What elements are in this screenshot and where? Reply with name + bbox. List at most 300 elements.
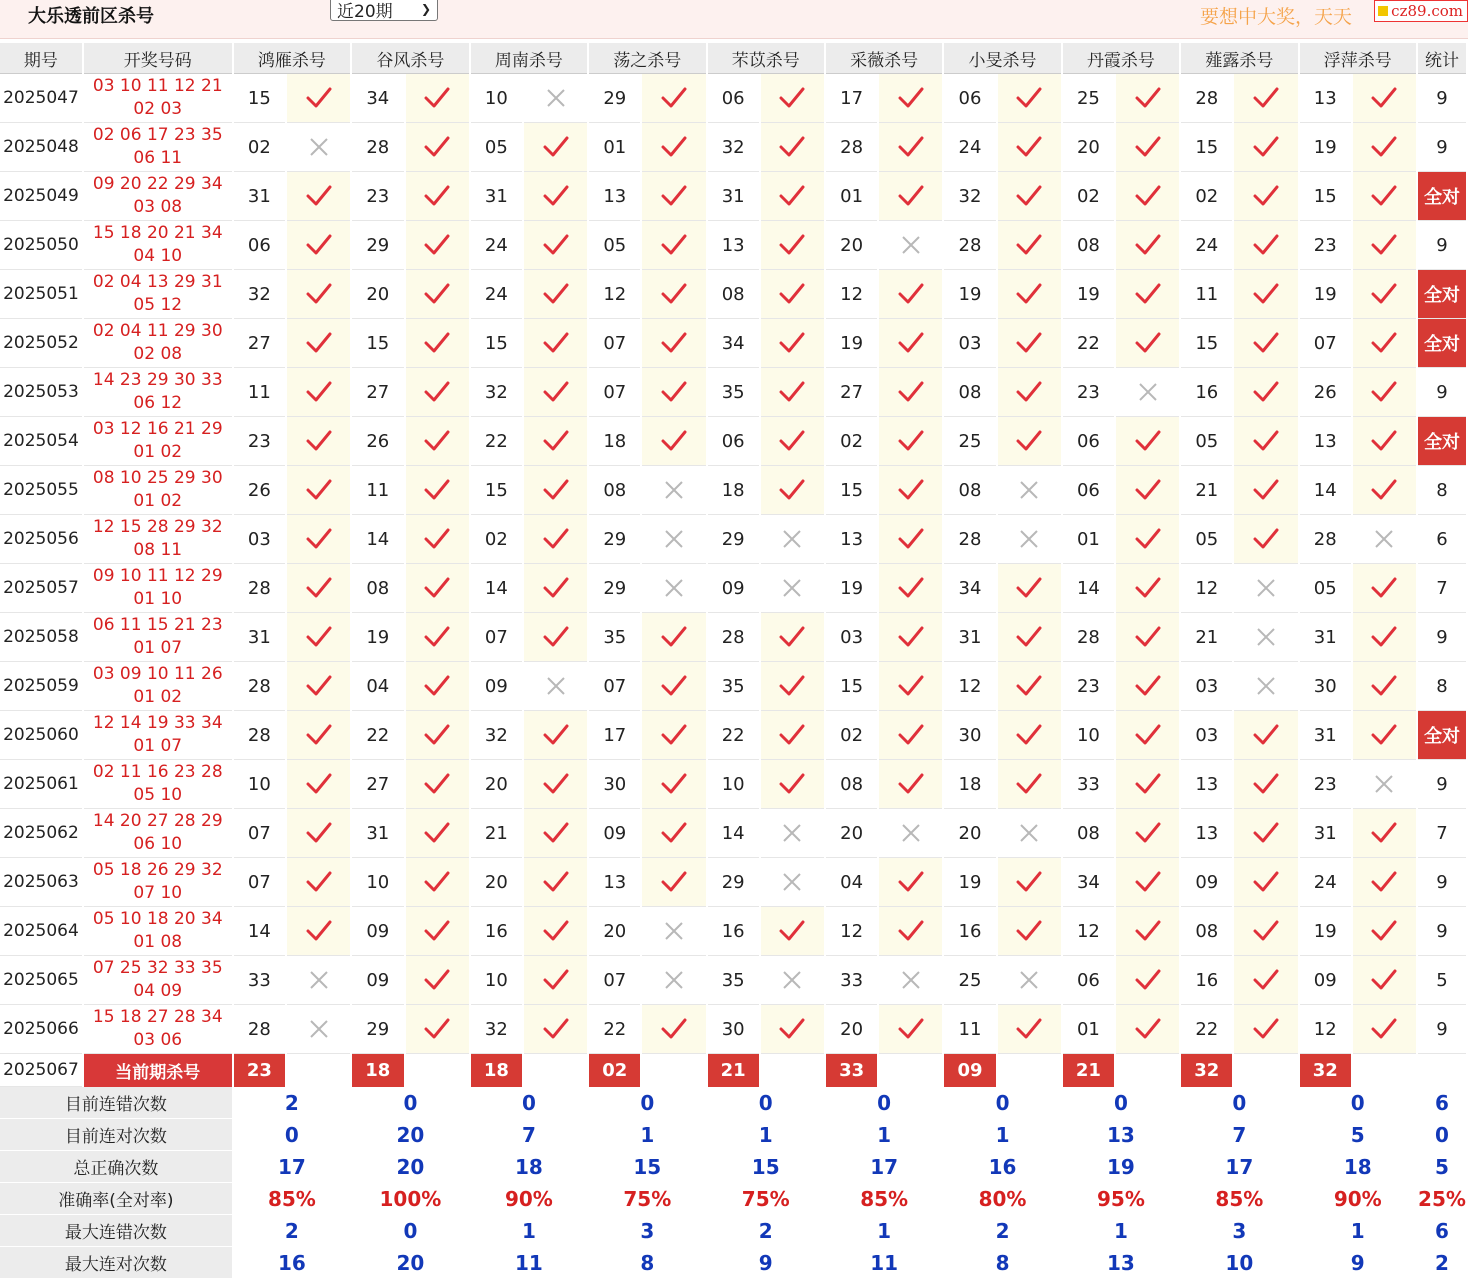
- kill-number: 08: [1181, 907, 1232, 956]
- cross-icon: [642, 564, 705, 613]
- check-icon: [761, 662, 824, 711]
- kill-number: 32: [234, 270, 285, 319]
- check-icon: [1116, 74, 1179, 123]
- kill-number: 07: [234, 809, 285, 858]
- empty-cell: [761, 1054, 824, 1087]
- stat-row: [0, 1183, 1466, 1215]
- stat-label: 目前连错次数: [0, 1087, 232, 1119]
- table-row: [0, 319, 1466, 368]
- kill-number: 28: [234, 564, 285, 613]
- kill-number: 21: [1181, 613, 1232, 662]
- check-icon: [524, 221, 587, 270]
- stat-value: 17: [234, 1151, 350, 1183]
- front-numbers: 02 04 11 29 30: [92, 321, 223, 341]
- kill-number: 34: [1063, 858, 1114, 907]
- table-row: [0, 1005, 1466, 1054]
- column-header: 期号: [0, 43, 82, 74]
- check-icon: [524, 368, 587, 417]
- check-icon: [879, 515, 942, 564]
- draw-numbers-cell: [84, 270, 232, 319]
- row-stat: 9: [1418, 760, 1466, 809]
- current-kill-number: 18: [471, 1054, 522, 1087]
- kill-number: 27: [826, 368, 877, 417]
- check-icon: [1116, 172, 1179, 221]
- check-icon: [998, 417, 1061, 466]
- check-icon: [1353, 417, 1416, 466]
- kill-number: 21: [1181, 466, 1232, 515]
- check-icon: [1353, 907, 1416, 956]
- draw-numbers-cell: [84, 711, 232, 760]
- check-icon: [1353, 172, 1416, 221]
- table-row: [0, 760, 1466, 809]
- kill-number: 29: [589, 564, 640, 613]
- stat-value: 17: [1181, 1151, 1297, 1183]
- kill-number: 01: [1063, 515, 1114, 564]
- kill-number: 11: [352, 466, 403, 515]
- kill-number: 31: [1300, 809, 1351, 858]
- table-row: [0, 368, 1466, 417]
- check-icon: [1116, 858, 1179, 907]
- check-icon: [524, 466, 587, 515]
- table-row: [0, 172, 1466, 221]
- kill-number: 05: [471, 123, 522, 172]
- check-icon: [642, 74, 705, 123]
- kill-number: 29: [708, 858, 759, 907]
- kill-number: 06: [1063, 417, 1114, 466]
- column-header: 鸿雁杀号: [234, 43, 350, 74]
- site-badge-text: cz89.com: [1391, 2, 1463, 20]
- kill-number: 22: [589, 1005, 640, 1054]
- stat-value: 17: [826, 1151, 942, 1183]
- check-icon: [761, 711, 824, 760]
- cross-icon: [761, 858, 824, 907]
- row-stat: 7: [1418, 809, 1466, 858]
- kill-number: 06: [1063, 466, 1114, 515]
- stat-value: 3: [1181, 1215, 1297, 1247]
- check-icon: [879, 760, 942, 809]
- kill-number: 06: [708, 74, 759, 123]
- cross-icon: [1234, 564, 1297, 613]
- kill-number: 30: [944, 711, 995, 760]
- kill-number: 29: [589, 515, 640, 564]
- cross-icon: [642, 956, 705, 1005]
- kill-number: 11: [1181, 270, 1232, 319]
- check-icon: [879, 417, 942, 466]
- kill-number: 20: [352, 270, 403, 319]
- period-cell: 2025066: [0, 1005, 82, 1054]
- period-cell: 2025060: [0, 711, 82, 760]
- check-icon: [642, 1005, 705, 1054]
- check-icon: [524, 1005, 587, 1054]
- period-cell: 2025065: [0, 956, 82, 1005]
- cross-icon: [1353, 515, 1416, 564]
- check-icon: [879, 711, 942, 760]
- kill-number: 20: [944, 809, 995, 858]
- check-icon: [406, 123, 469, 172]
- back-numbers: 02 03: [133, 99, 183, 119]
- stat-value: 15: [708, 1151, 824, 1183]
- slogan-text: 要想中大奖，天天: [1200, 6, 1353, 28]
- site-badge[interactable]: [1374, 0, 1468, 22]
- check-icon: [1234, 368, 1297, 417]
- kill-number: 07: [589, 319, 640, 368]
- kill-number: 07: [589, 368, 640, 417]
- kill-number: 22: [352, 711, 403, 760]
- stat-value: 0: [352, 1215, 469, 1247]
- stat-value: 90%: [1300, 1183, 1416, 1215]
- current-period-row: [0, 1054, 1466, 1087]
- kill-number: 22: [1063, 319, 1114, 368]
- row-stat: 9: [1418, 74, 1466, 123]
- stat-label: 准确率(全对率): [0, 1183, 232, 1215]
- kill-number: 02: [1181, 172, 1232, 221]
- check-icon: [1116, 564, 1179, 613]
- kill-number: 15: [471, 466, 522, 515]
- front-numbers: 05 18 26 29 32: [92, 860, 223, 880]
- kill-number: 31: [1300, 613, 1351, 662]
- stat-value: 9: [1300, 1247, 1416, 1279]
- front-numbers: 02 04 13 29 31: [92, 272, 223, 292]
- check-icon: [287, 564, 350, 613]
- check-icon: [406, 760, 469, 809]
- check-icon: [1234, 760, 1297, 809]
- kill-number: 23: [234, 417, 285, 466]
- stat-value: 20: [352, 1151, 469, 1183]
- back-numbers: 06 11: [133, 148, 183, 168]
- check-icon: [642, 662, 705, 711]
- draw-numbers-cell: [84, 319, 232, 368]
- current-kill-number: 02: [589, 1054, 640, 1087]
- check-icon: [1116, 417, 1179, 466]
- kill-number: 11: [234, 368, 285, 417]
- stat-value: 85%: [234, 1183, 350, 1215]
- range-select[interactable]: [330, 0, 438, 21]
- site-logo-icon: [1378, 6, 1388, 16]
- check-icon: [287, 270, 350, 319]
- stat-value: 0: [1181, 1087, 1297, 1119]
- stat-value: 13: [1063, 1119, 1179, 1151]
- check-icon: [524, 809, 587, 858]
- row-stat: 8: [1418, 466, 1466, 515]
- kill-number: 12: [826, 907, 877, 956]
- check-icon: [406, 417, 469, 466]
- check-icon: [998, 613, 1061, 662]
- check-icon: [406, 319, 469, 368]
- kill-number: 08: [708, 270, 759, 319]
- kill-number: 07: [471, 613, 522, 662]
- kill-number: 30: [1300, 662, 1351, 711]
- cross-icon: [1353, 760, 1416, 809]
- period-cell: 2025064: [0, 907, 82, 956]
- check-icon: [406, 221, 469, 270]
- check-icon: [1234, 172, 1297, 221]
- kill-number: 28: [708, 613, 759, 662]
- check-icon: [761, 368, 824, 417]
- check-icon: [998, 319, 1061, 368]
- period-cell: 2025061: [0, 760, 82, 809]
- kill-number: 05: [1181, 417, 1232, 466]
- table-row: [0, 270, 1466, 319]
- kill-number: 25: [944, 956, 995, 1005]
- kill-number: 12: [826, 270, 877, 319]
- period-cell: 2025057: [0, 564, 82, 613]
- cross-icon: [998, 466, 1061, 515]
- check-icon: [642, 613, 705, 662]
- check-icon: [524, 515, 587, 564]
- check-icon: [998, 760, 1061, 809]
- period-cell: 2025051: [0, 270, 82, 319]
- stat-value: 2: [944, 1215, 1060, 1247]
- column-header: 丹霞杀号: [1063, 43, 1179, 74]
- table-row: [0, 74, 1466, 123]
- check-icon: [287, 613, 350, 662]
- check-icon: [1353, 956, 1416, 1005]
- check-icon: [1353, 711, 1416, 760]
- check-icon: [1116, 319, 1179, 368]
- kill-number: 28: [944, 515, 995, 564]
- kill-number: 25: [944, 417, 995, 466]
- draw-numbers-cell: [84, 221, 232, 270]
- check-icon: [998, 74, 1061, 123]
- column-header: 采薇杀号: [826, 43, 942, 74]
- stat-value: 0: [589, 1087, 705, 1119]
- check-icon: [524, 564, 587, 613]
- kill-number: 03: [1181, 711, 1232, 760]
- check-icon: [287, 417, 350, 466]
- check-icon: [524, 319, 587, 368]
- stat-row: [0, 1215, 1466, 1247]
- kill-number: 29: [352, 1005, 403, 1054]
- check-icon: [524, 858, 587, 907]
- kill-number: 19: [944, 858, 995, 907]
- check-icon: [1116, 123, 1179, 172]
- kill-number: 33: [234, 956, 285, 1005]
- kill-number: 31: [352, 809, 403, 858]
- period-cell: 2025058: [0, 613, 82, 662]
- stat-total: 5: [1418, 1151, 1466, 1183]
- table-row: [0, 221, 1466, 270]
- table-row: [0, 858, 1466, 907]
- front-numbers: 02 11 16 23 28: [92, 762, 223, 782]
- kill-number: 03: [234, 515, 285, 564]
- check-icon: [998, 711, 1061, 760]
- period-cell: 2025063: [0, 858, 82, 907]
- kill-number: 05: [1181, 515, 1232, 564]
- draw-numbers-cell: [84, 613, 232, 662]
- check-icon: [761, 221, 824, 270]
- draw-numbers-cell: [84, 466, 232, 515]
- empty-cell: [879, 1054, 942, 1087]
- check-icon: [1353, 613, 1416, 662]
- empty-cell: [1418, 1054, 1466, 1087]
- kill-number: 06: [944, 74, 995, 123]
- cross-icon: [879, 956, 942, 1005]
- kill-number: 10: [1063, 711, 1114, 760]
- kill-number: 20: [1063, 123, 1114, 172]
- front-numbers: 06 11 15 21 23: [92, 615, 223, 635]
- front-numbers: 03 12 16 21 29: [92, 419, 223, 439]
- check-icon: [1234, 319, 1297, 368]
- check-icon: [1116, 956, 1179, 1005]
- check-icon: [406, 515, 469, 564]
- kill-number: 13: [1181, 809, 1232, 858]
- kill-number: 18: [944, 760, 995, 809]
- empty-cell: [998, 1054, 1061, 1087]
- kill-number: 06: [1063, 956, 1114, 1005]
- front-numbers: 05 10 18 20 34: [92, 909, 223, 929]
- check-icon: [1116, 270, 1179, 319]
- check-icon: [998, 368, 1061, 417]
- check-icon: [406, 1005, 469, 1054]
- empty-cell: [1353, 1054, 1416, 1087]
- back-numbers: 06 10: [133, 834, 183, 854]
- stat-value: 0: [826, 1087, 942, 1119]
- check-icon: [1116, 662, 1179, 711]
- check-icon: [406, 564, 469, 613]
- column-header: 统计: [1418, 43, 1466, 74]
- stat-value: 0: [1300, 1087, 1416, 1119]
- check-icon: [1234, 711, 1297, 760]
- table-row: [0, 956, 1466, 1005]
- kill-number: 33: [1063, 760, 1114, 809]
- kill-number: 14: [708, 809, 759, 858]
- table-row: [0, 711, 1466, 760]
- stat-value: 0: [944, 1087, 1060, 1119]
- empty-cell: [524, 1054, 587, 1087]
- check-icon: [879, 858, 942, 907]
- check-icon: [998, 662, 1061, 711]
- check-icon: [1353, 466, 1416, 515]
- kill-number: 15: [1300, 172, 1351, 221]
- kill-number: 31: [234, 172, 285, 221]
- kill-number: 10: [352, 858, 403, 907]
- kill-number: 08: [589, 466, 640, 515]
- kill-number: 19: [1300, 123, 1351, 172]
- stat-value: 100%: [352, 1183, 469, 1215]
- kill-number: 14: [352, 515, 403, 564]
- current-kill-number: 21: [1063, 1054, 1114, 1087]
- kill-number: 35: [708, 368, 759, 417]
- kill-number: 20: [826, 809, 877, 858]
- kill-number: 06: [708, 417, 759, 466]
- stat-value: 2: [708, 1215, 824, 1247]
- front-numbers: 15 18 27 28 34: [92, 1007, 223, 1027]
- kill-number: 28: [1063, 613, 1114, 662]
- cross-icon: [642, 907, 705, 956]
- kill-number: 26: [352, 417, 403, 466]
- kill-number: 16: [944, 907, 995, 956]
- kill-number: 27: [352, 368, 403, 417]
- check-icon: [879, 907, 942, 956]
- period-cell: 2025052: [0, 319, 82, 368]
- stat-value: 5: [1300, 1119, 1416, 1151]
- kill-number: 24: [471, 221, 522, 270]
- check-icon: [1234, 809, 1297, 858]
- row-stat: 9: [1418, 368, 1466, 417]
- back-numbers: 04 10: [133, 246, 183, 266]
- check-icon: [998, 172, 1061, 221]
- kill-number: 19: [1063, 270, 1114, 319]
- front-numbers: 15 18 20 21 34: [92, 223, 223, 243]
- check-icon: [642, 417, 705, 466]
- check-icon: [1234, 417, 1297, 466]
- kill-number: 28: [1181, 74, 1232, 123]
- kill-number: 22: [1181, 1005, 1232, 1054]
- stat-value: 20: [352, 1119, 469, 1151]
- stat-value: 1: [1063, 1215, 1179, 1247]
- kill-number: 05: [589, 221, 640, 270]
- kill-number: 28: [826, 123, 877, 172]
- check-icon: [879, 613, 942, 662]
- table-row: [0, 564, 1466, 613]
- table-row: [0, 809, 1466, 858]
- kill-number: 15: [471, 319, 522, 368]
- back-numbers: 07 10: [133, 883, 183, 903]
- kill-number: 23: [1063, 368, 1114, 417]
- kill-number: 26: [1300, 368, 1351, 417]
- kill-number: 16: [471, 907, 522, 956]
- check-icon: [879, 123, 942, 172]
- stat-value: 10: [1181, 1247, 1297, 1279]
- back-numbers: 01 07: [133, 736, 183, 756]
- kill-number: 09: [471, 662, 522, 711]
- check-icon: [524, 760, 587, 809]
- check-icon: [406, 858, 469, 907]
- kill-number: 32: [471, 711, 522, 760]
- kill-number: 35: [589, 613, 640, 662]
- check-icon: [524, 711, 587, 760]
- check-icon: [406, 172, 469, 221]
- kill-number: 14: [1063, 564, 1114, 613]
- cross-icon: [642, 466, 705, 515]
- kill-number: 13: [826, 515, 877, 564]
- current-kill-label: 当前期杀号: [84, 1054, 232, 1087]
- row-stat: 7: [1418, 564, 1466, 613]
- kill-number: 27: [352, 760, 403, 809]
- kill-number: 13: [1300, 74, 1351, 123]
- stat-value: 0: [1063, 1087, 1179, 1119]
- kill-number: 10: [471, 956, 522, 1005]
- back-numbers: 01 02: [133, 491, 183, 511]
- kill-number: 23: [352, 172, 403, 221]
- kill-number: 07: [1300, 319, 1351, 368]
- cross-icon: [761, 564, 824, 613]
- cross-icon: [879, 221, 942, 270]
- check-icon: [1234, 123, 1297, 172]
- empty-cell: [642, 1054, 705, 1087]
- column-header: 芣苡杀号: [708, 43, 824, 74]
- kill-number: 07: [234, 858, 285, 907]
- empty-cell: [287, 1054, 350, 1087]
- stat-value: 80%: [944, 1183, 1060, 1215]
- kill-number: 22: [471, 417, 522, 466]
- kill-number: 14: [471, 564, 522, 613]
- kill-number: 02: [826, 417, 877, 466]
- column-header: 谷风杀号: [352, 43, 469, 74]
- kill-number: 32: [944, 172, 995, 221]
- column-header: 浮萍杀号: [1300, 43, 1416, 74]
- check-icon: [1116, 466, 1179, 515]
- kill-number: 10: [234, 760, 285, 809]
- period-cell: 2025049: [0, 172, 82, 221]
- current-kill-number: 32: [1181, 1054, 1232, 1087]
- kill-number: 25: [1063, 74, 1114, 123]
- draw-numbers-cell: [84, 123, 232, 172]
- row-stat: 9: [1418, 907, 1466, 956]
- kill-number: 02: [1063, 172, 1114, 221]
- check-icon: [761, 319, 824, 368]
- check-icon: [287, 466, 350, 515]
